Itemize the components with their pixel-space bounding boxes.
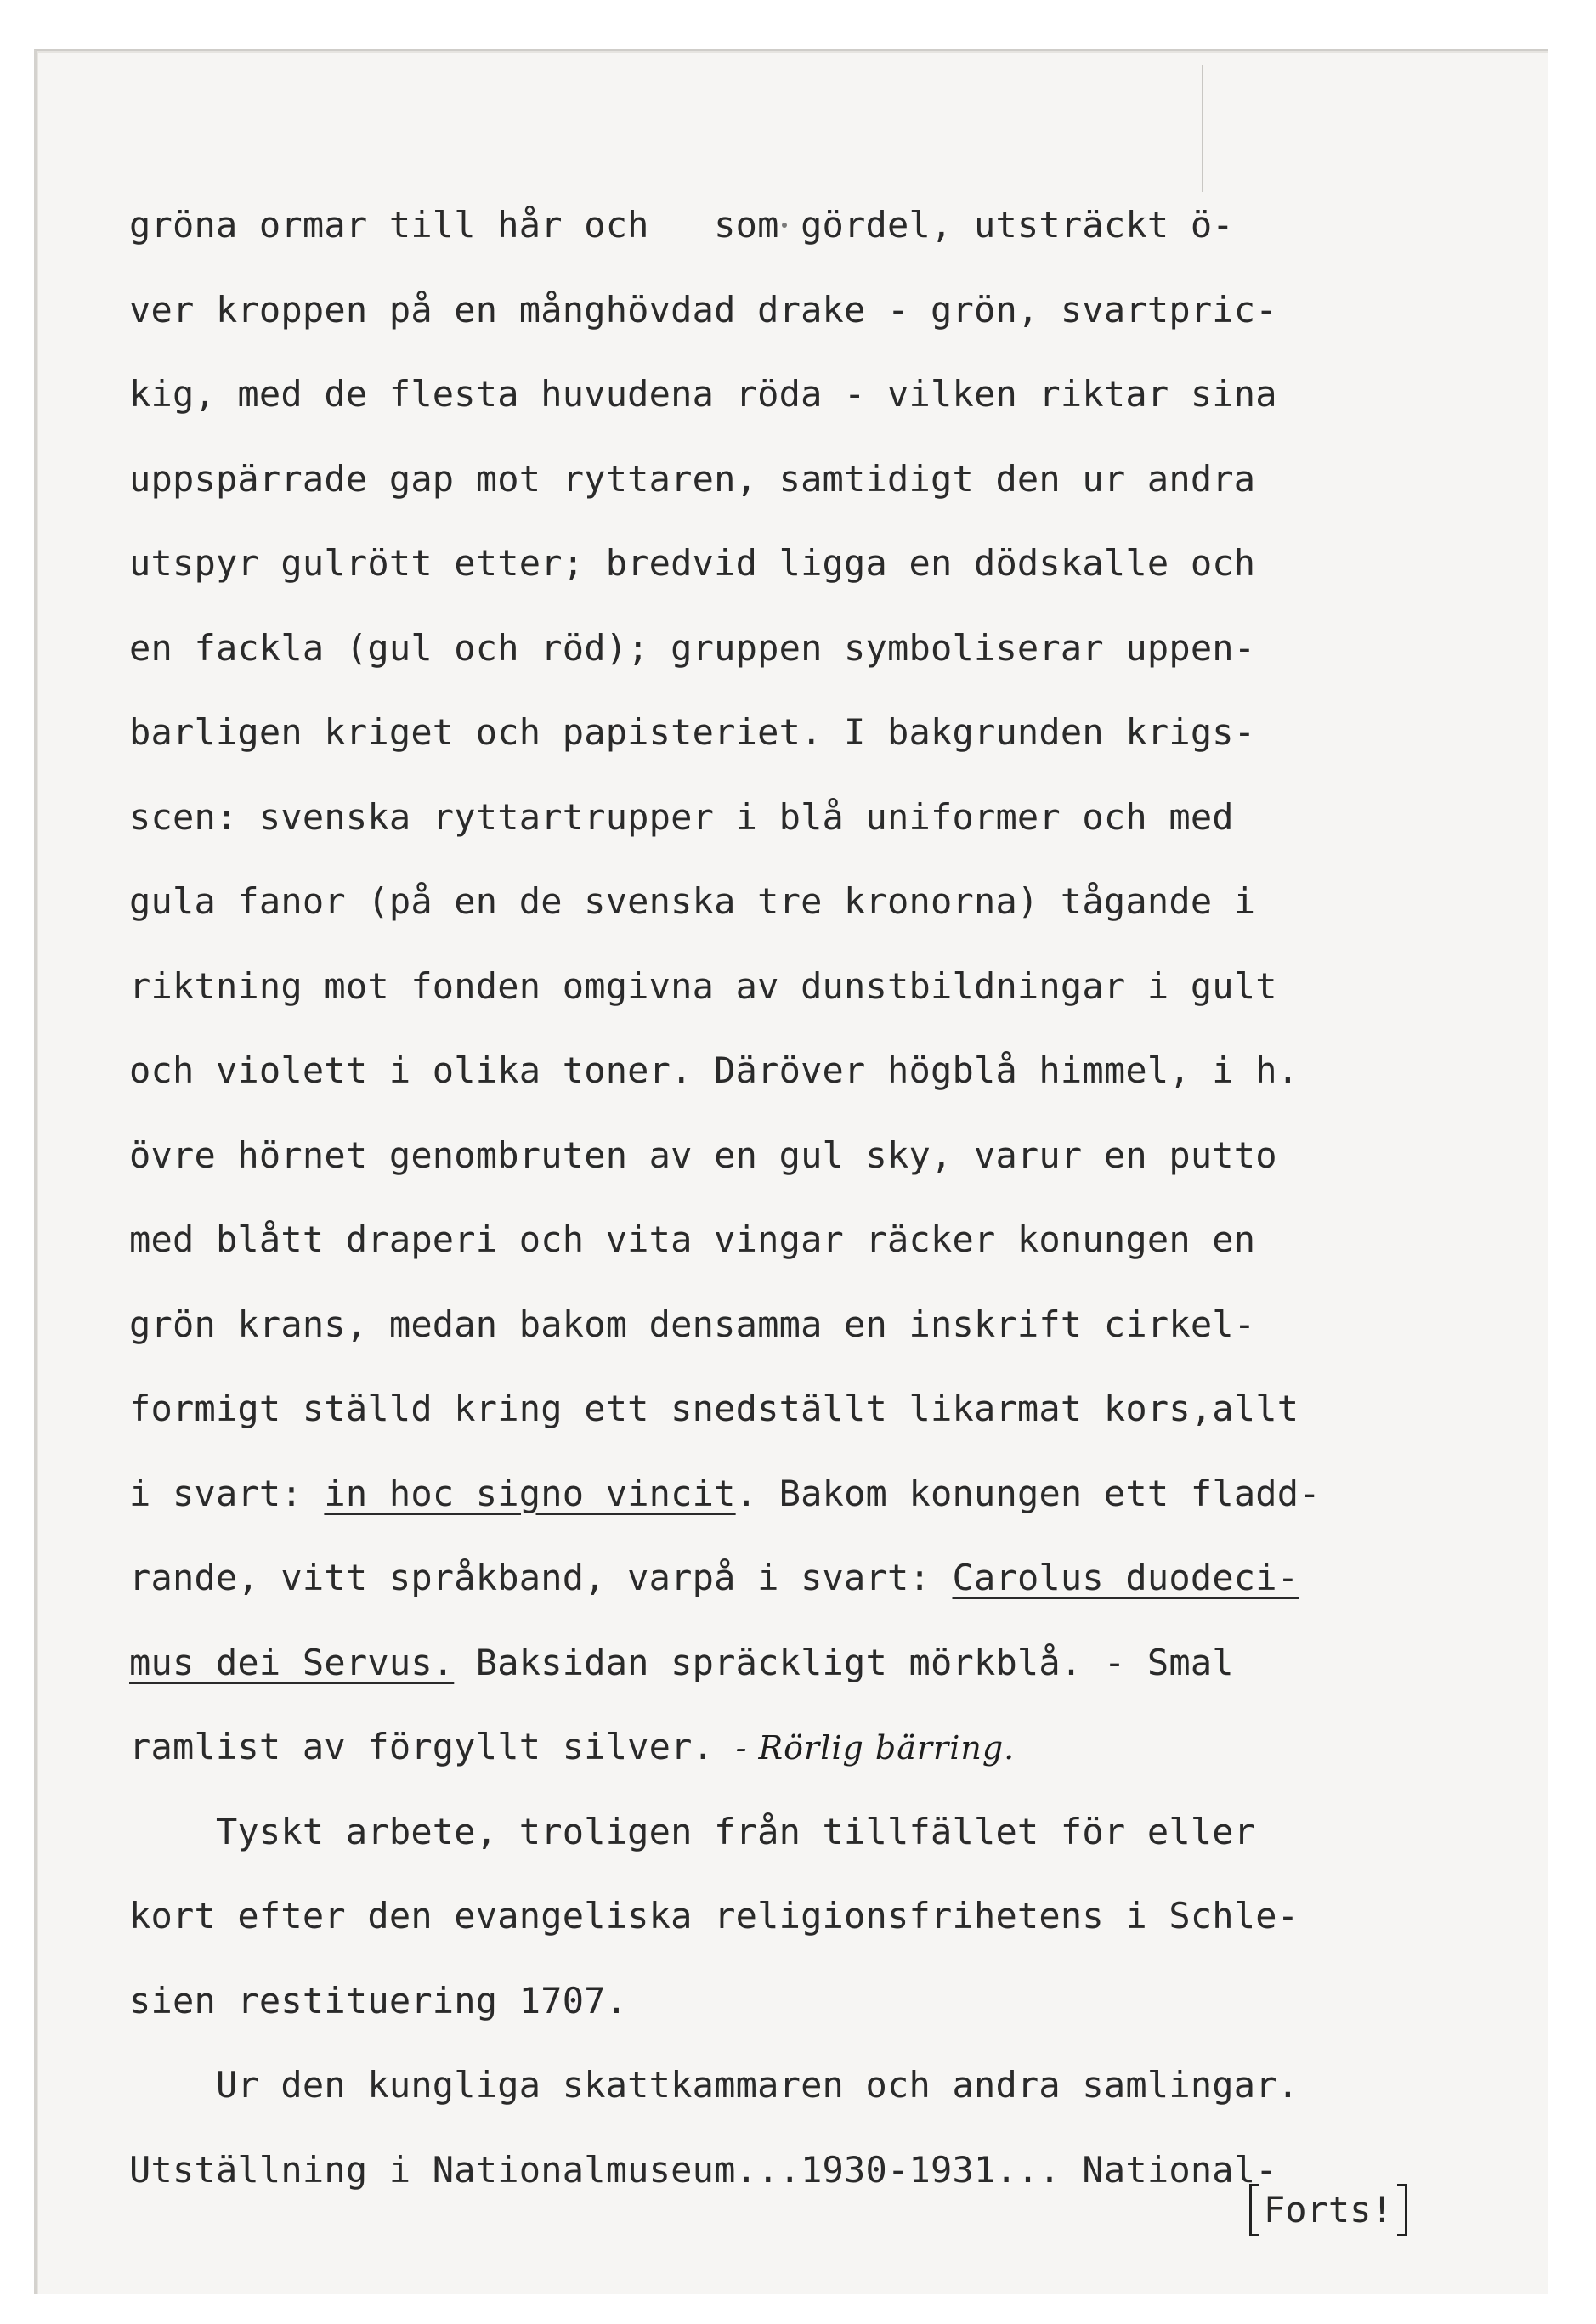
handwritten-annotation: - Rörlig bärring. bbox=[735, 1729, 1016, 1767]
text-line-1: gröna ormar till hår och som gördel, utsträckt ö- bbox=[129, 204, 1234, 246]
latin-inscription-underlined-2: mus dei Servus. bbox=[129, 1641, 455, 1683]
text-line-19-pre: ramlist av förgyllt silver. bbox=[129, 1726, 736, 1767]
text-line-8: scen: svenska ryttartrupper i blå uniformer och med bbox=[129, 795, 1234, 838]
typed-text-body bbox=[129, 183, 1531, 2212]
text-line-24: Utställning i Nationalmuseum...1930-1931... National- bbox=[129, 2148, 1277, 2191]
latin-motto-underlined: in hoc signo vincit bbox=[324, 1472, 736, 1514]
text-line-5: utspyr gulrött etter; bredvid ligga en dödskalle och bbox=[129, 542, 1256, 584]
text-line-23: Ur den kungliga skattkammaren och andra samlingar. bbox=[129, 2064, 1299, 2106]
text-line-12: övre hörnet genombruten av en gul sky, varur en putto bbox=[129, 1134, 1277, 1176]
text-line-18 bbox=[129, 1620, 1531, 1705]
text-line-16 bbox=[129, 1451, 1531, 1536]
text-line-17-pre: rande, vitt språkband, varpå i svart: bbox=[129, 1557, 953, 1598]
text-line-19 bbox=[129, 1705, 1531, 1790]
text-line-11: och violett i olika toner. Däröver högblå himmel, i h. bbox=[129, 1049, 1299, 1091]
text-line-3: kig, med de flesta huvudena röda - vilken riktar sina bbox=[129, 373, 1277, 415]
text-line-13: med blått draperi och vita vingar räcker konungen en bbox=[129, 1219, 1256, 1260]
text-line-21: kort efter den evangeliska religionsfrihetens i Schle- bbox=[129, 1895, 1299, 1937]
paper-crease bbox=[1202, 65, 1203, 192]
text-line-2: ver kroppen på en månghövdad drake - grön, svartpric- bbox=[129, 288, 1277, 331]
text-line-6: en fackla (gul och röd); gruppen symboliserar uppen- bbox=[129, 626, 1256, 669]
text-line-14: grön krans, medan bakom densamma en inskrift cirkel- bbox=[129, 1303, 1256, 1345]
text-line-4: uppspärrade gap mot ryttaren, samtidigt den ur andra bbox=[129, 457, 1256, 500]
text-line-18-post: Baksidan spräckligt mörkblå. - Smal bbox=[454, 1641, 1234, 1683]
continued-bracket-note bbox=[1249, 2184, 1407, 2236]
continued-label: Forts! bbox=[1264, 2189, 1393, 2231]
text-line-16-post: . Bakom konungen ett fladd- bbox=[735, 1472, 1321, 1514]
text-line-16-pre: i svart: bbox=[129, 1472, 325, 1514]
text-line-17 bbox=[129, 1535, 1531, 1620]
text-line-9: gula fanor (på en de svenska tre kronorna) tågande i bbox=[129, 880, 1256, 922]
text-line-7: barligen kriget och papisteriet. I bakgrunden krigs- bbox=[129, 711, 1256, 753]
text-line-20: Tyskt arbete, troligen från tillfället för eller bbox=[129, 1810, 1256, 1852]
text-line-22: sien restituering 1707. bbox=[129, 1979, 628, 2021]
text-line-10: riktning mot fonden omgivna av dunstbildningar i gult bbox=[129, 964, 1277, 1007]
text-line-15: formigt ställd kring ett snedställt likarmat kors,allt bbox=[129, 1388, 1299, 1429]
latin-inscription-underlined-1: Carolus duodeci- bbox=[952, 1557, 1299, 1598]
